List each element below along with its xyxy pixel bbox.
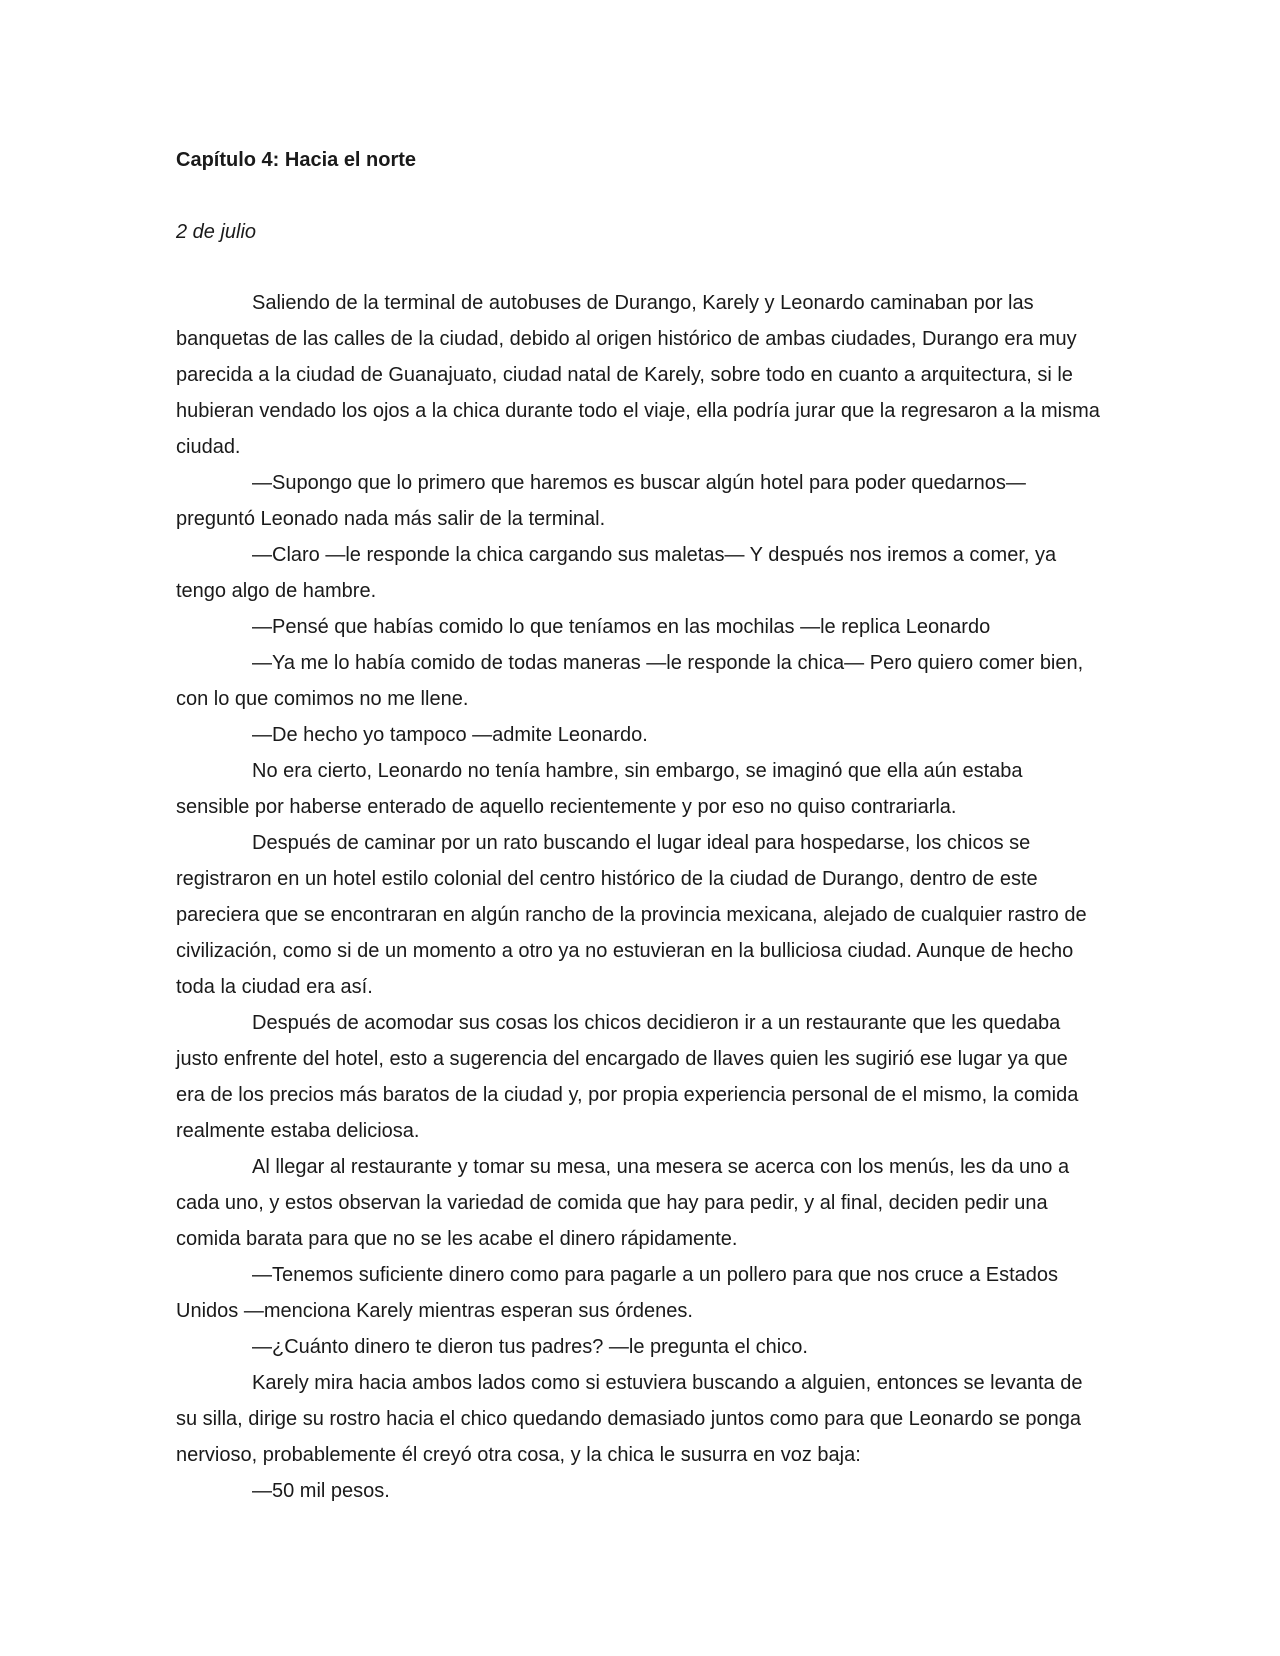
chapter-date: 2 de julio xyxy=(176,221,257,243)
paragraph: —¿Cuánto dinero te dieron tus padres? —le pregunta el chico. xyxy=(252,1336,808,1358)
paragraph: —Supongo que lo primero que haremos es buscar algún hotel para poder quedarnos— preguntó Leonado nada más salir de la terminal. xyxy=(176,472,1026,530)
paragraph: Karely mira hacia ambos lados como si estuviera buscando a alguien, entonces se levanta de su silla, dirige su rostro hacia el chico quedando demasiado juntos como para que Leonardo se ponga nervioso, probablemente él creyó otra cosa, y la chica le susurra en voz baja: xyxy=(176,1372,1083,1466)
paragraph: Saliendo de la terminal de autobuses de Durango, Karely y Leonardo caminaban por las banquetas de las calles de la ciudad, debido al origen histórico de ambas ciudades, Durango era muy parecida a la ciudad de Guanajuato, ciudad natal de Karely, sobre todo en cuanto a arquitectura, si le hubieran vendado los ojos a la chica durante todo el viaje, ella podría jurar que la regresaron a la misma ciudad. xyxy=(176,292,1100,458)
paragraph: —50 mil pesos. xyxy=(252,1480,390,1502)
paragraph: —De hecho yo tampoco —admite Leonardo. xyxy=(252,724,648,746)
paragraph: —Pensé que habías comido lo que teníamos en las mochilas —le replica Leonardo xyxy=(252,616,991,638)
document-page xyxy=(176,142,1100,1509)
chapter-title: Capítulo 4: Hacia el norte xyxy=(176,149,417,171)
paragraph: —Tenemos suficiente dinero como para pagarle a un pollero para que nos cruce a Estados Unidos —menciona Karely mientras esperan sus órdenes. xyxy=(176,1264,1059,1322)
paragraph: Después de caminar por un rato buscando el lugar ideal para hospedarse, los chicos se registraron en un hotel estilo colonial del centro histórico de la ciudad de Durango, dentro de este pareciera que se encontraran en algún rancho de la provincia mexicana, alejado de cualquier rastro de civilización, como si de un momento a otro ya no estuvieran en la bulliciosa ciudad. Aunque de hecho toda la ciudad era así. xyxy=(176,832,1087,998)
paragraph: Después de acomodar sus cosas los chicos decidieron ir a un restaurante que les quedaba justo enfrente del hotel, esto a sugerencia del encargado de llaves quien les sugirió ese lugar ya que era de los precios más baratos de la ciudad y, por propia experiencia personal de el mismo, la comida realmente estaba deliciosa. xyxy=(176,1012,1079,1142)
paragraph: —Ya me lo había comido de todas maneras —le responde la chica— Pero quiero comer bien, con lo que comimos no me llene. xyxy=(176,652,1084,710)
paragraph: Al llegar al restaurante y tomar su mesa, una mesera se acerca con los menús, les da uno a cada uno, y estos observan la variedad de comida que hay para pedir, y al final, deciden pedir una comida barata para que no se les acabe el dinero rápidamente. xyxy=(176,1156,1070,1250)
paragraph: No era cierto, Leonardo no tenía hambre, sin embargo, se imaginó que ella aún estaba sensible por haberse enterado de aquello recientemente y por eso no quiso contrariarla. xyxy=(176,760,1023,818)
body-text xyxy=(176,285,1100,1509)
paragraph: —Claro —le responde la chica cargando sus maletas— Y después nos iremos a comer, ya tengo algo de hambre. xyxy=(176,544,1057,602)
